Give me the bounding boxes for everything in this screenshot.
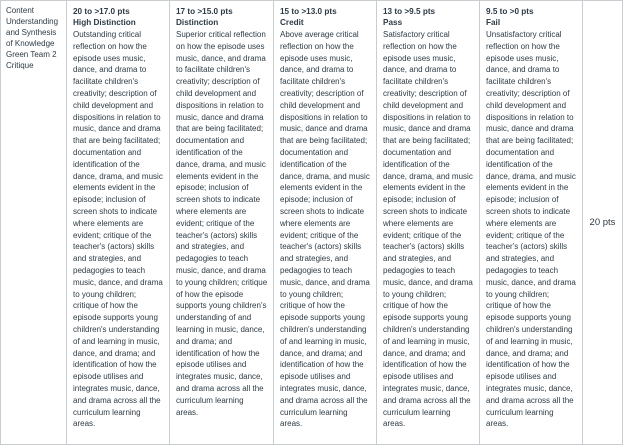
rating-name: Credit	[280, 17, 304, 27]
rating-name: High Distinction	[73, 17, 136, 27]
rating-points: 15 to >13.0 pts	[280, 7, 337, 16]
rating-points: 13 to >9.5 pts	[383, 7, 436, 16]
rating-credit[interactable]	[274, 1, 377, 444]
criterion-subtitle: Green Team 2 Critique	[6, 50, 57, 70]
rating-description: Outstanding critical reflection on how the episode uses music, dance, and drama to facilitate children's creativity; description of child development and dispositions in relation to music, dance and drama that are being facilitated; documentation and identification of the dance, drama, and music elements evident in the episode; inclusion of screen shots to indicate where elements are evident; critique of the teacher's (actors) skills and strategies, and pedagogies to teach music, dance, and drama to young children; critique of how the episode supports young children's understanding of and learning in music, dance, and drama; and identification of how the episode utilises and integrates music, dance, and drama across all the curriculum learning areas.	[73, 30, 163, 429]
rating-description: Above average critical reflection on how the episode uses music, dance, and drama to facilitate children's creativity; description of child development and dispositions in relation to music, dance and drama that are being facilitated; documentation and identification of the dance, drama, and music elements evident in the episode; inclusion of screen shots to indicate where elements are evident; critique of the teacher's (actors) skills and strategies, and pedagogies to teach music, dance, and drama to young children; critique of how the episode supports young children's understanding of and learning in music, dance, and drama; and identification of how the episode utilises and integrates music, dance, and drama across all the curriculum learning areas.	[280, 30, 370, 429]
criterion-cell	[0, 1, 67, 444]
rating-pass[interactable]	[377, 1, 480, 444]
rating-fail[interactable]	[480, 1, 583, 444]
total-points-cell	[583, 1, 623, 444]
rating-name: Pass	[383, 17, 403, 27]
rating-points: 17 to >15.0 pts	[176, 7, 233, 16]
criterion-title: Content Understanding and Synthesis of Knowledge	[6, 6, 59, 48]
rating-points: 20 to >17.0 pts	[73, 7, 130, 16]
total-points: 20 pts	[589, 217, 616, 228]
rating-description: Satisfactory critical reflection on how the episode uses music, dance, and drama to facilitate children's creativity; description of child development and dispositions in relation to music, dance and drama that are being facilitated; documentation and identification of the dance, drama, and music elements evident in the episode; inclusion of screen shots to indicate where elements are evident; critique of the teacher's (actors) skills and strategies, and pedagogies to teach music, dance, and drama to young children; critique of how the episode supports young children's understanding of and learning in music, dance, and drama; and identification of how the episode utilises and integrates music, dance, and drama across all the curriculum learning areas.	[383, 30, 473, 429]
rating-points: 9.5 to >0 pts	[486, 7, 534, 16]
rating-description: Unsatisfactory critical reflection on how the episode uses music, dance, and drama to facilitate children's creativity; description of child development and dispositions in relation to music, dance and drama that are being facilitated; documentation and identification of the dance, drama, and music elements evident in the episode; inclusion of screen shots to indicate where elements are evident; critique of the teacher's (actors) skills and strategies, and pedagogies to teach music, dance, and drama to young children; critique of how the episode supports young children's understanding of and learning in music, dance, and drama; and identification of how the episode utilises and integrates music, dance, and drama across all the curriculum learning areas.	[486, 30, 576, 429]
rating-high-distinction[interactable]	[67, 1, 170, 444]
rating-name: Distinction	[176, 17, 219, 27]
rating-name: Fail	[486, 17, 501, 27]
rating-description: Superior critical reflection on how the episode uses music, dance, and drama to facilitate children's creativity; description of child development and dispositions in relation to music, dance and drama that are being facilitated; documentation and identification of the dance, drama, and music elements evident in the episode; inclusion of screen shots to indicate where elements are evident; critique of the teacher's (actors) skills and strategies, and pedagogies to teach music, dance, and drama to young children; critique of how the episode supports young children's understanding of and learning in music, dance, and drama; and identification of how the episode utilises and integrates music, dance, and drama across all the curriculum learning areas.	[176, 30, 268, 417]
rating-distinction[interactable]	[170, 1, 274, 444]
